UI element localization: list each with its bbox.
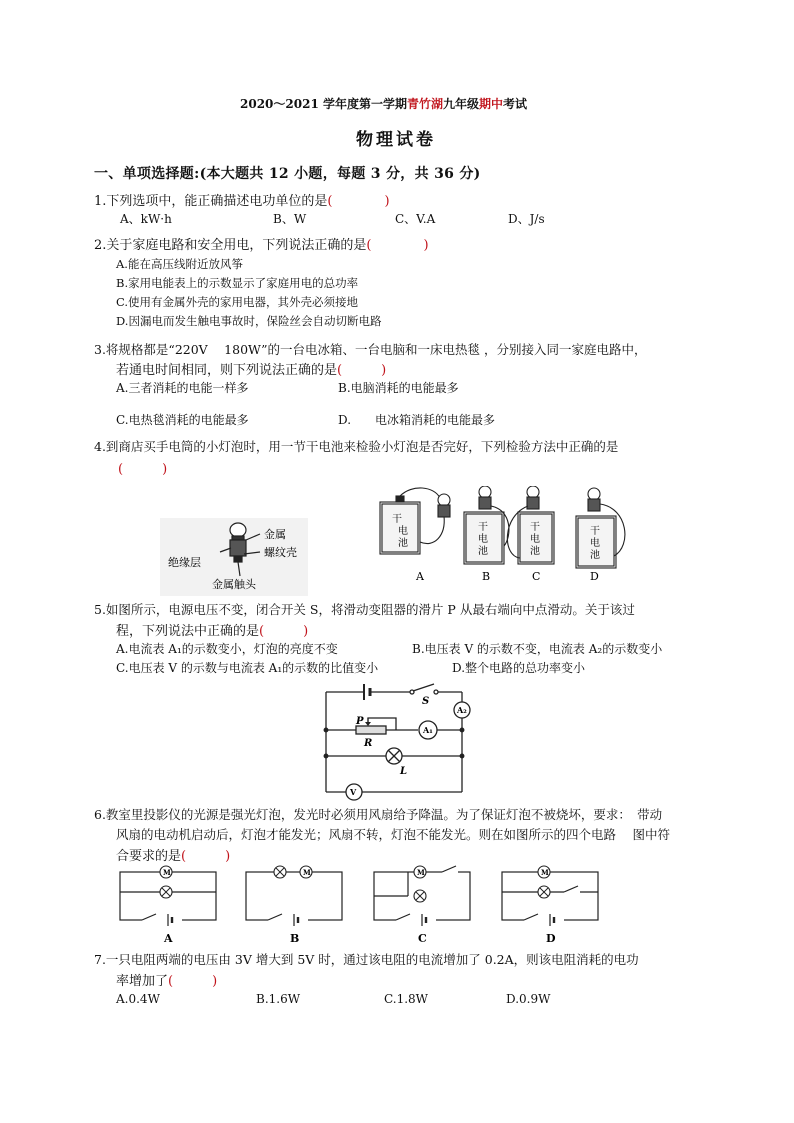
- answer-blank: ( ): [181, 849, 231, 864]
- q6-label-a: A: [164, 932, 173, 945]
- q5-option-b: B.电压表 V 的示数不变，电流表 A₂的示数变小: [412, 642, 663, 656]
- label-metal-contact: 金属触头: [212, 578, 256, 591]
- motor-label-b: M: [303, 868, 311, 877]
- q6-label-b: B: [290, 932, 300, 945]
- q5-option-c: C.电压表 V 的示数与电流表 A₁的示数的比值变小: [116, 661, 379, 675]
- q1-option-c: C、V.A: [395, 212, 436, 226]
- q7-option-b: B.1.6W: [256, 992, 301, 1006]
- answer-blank: ( ): [337, 363, 387, 378]
- label-insulator: 绝缘层: [168, 556, 201, 569]
- q1-option-d: D、J/s: [508, 212, 545, 226]
- question-5-line2: [116, 620, 308, 639]
- motor-label-a: M: [163, 868, 171, 877]
- q2-option-d: D.因漏电而发生触电事故时，保险丝会自动切断电路: [116, 314, 382, 328]
- q2-option-a: A.能在高压线附近放风筝: [116, 257, 243, 271]
- answer-blank: ( ): [327, 194, 390, 209]
- question-3-line2: [116, 359, 386, 378]
- label-slider-p: P: [356, 716, 364, 727]
- question-5-stem: 程，下列说法中正确的是: [116, 624, 260, 639]
- battery-label-d-3: 池: [590, 550, 600, 561]
- label-resistor-r: R: [364, 738, 373, 749]
- figure-label-b: B: [482, 570, 491, 583]
- motor-label-c: M: [417, 868, 425, 877]
- q5-option-a: A.电流表 A₁的示数变小，灯泡的亮度不变: [116, 642, 338, 656]
- question-6-line1: 6.教室里投影仪的光源是强光灯泡，发光时必须用风扇给予降温。为了保证灯泡不被烧坏，要求： 带动: [94, 807, 663, 822]
- exam-header: [240, 95, 527, 112]
- label-thread-shell: 螺纹壳: [264, 546, 297, 559]
- answer-blank: ( ): [366, 238, 429, 253]
- q2-option-c: C.使用有金属外壳的家用电器，其外壳必须接地: [116, 295, 359, 309]
- q7-option-d: D.0.9W: [506, 992, 551, 1006]
- motor-label-d: M: [541, 868, 549, 877]
- header-exam: 考试: [503, 97, 528, 111]
- battery-label-a-3: 池: [398, 538, 408, 549]
- answer-blank: ( ): [118, 462, 168, 477]
- answer-blank: ( ): [259, 624, 309, 639]
- question-1: [94, 190, 390, 209]
- battery-test-figure: [372, 486, 634, 592]
- battery-label-a-2: 电: [398, 526, 408, 537]
- battery-label-c-2: 电: [530, 534, 540, 545]
- question-3-line1: 3.将规格都是“220V 180W”的一台电冰箱、一台电脑和一床电热毯 ，分别接入同一家庭电路中，: [94, 342, 647, 357]
- header-year: 2020～2021 学年度第一学期: [240, 97, 407, 111]
- battery-label-d-2: 电: [590, 538, 600, 549]
- q1-option-a: A、kW·h: [120, 212, 172, 226]
- q2-option-b: B.家用电能表上的示数显示了家庭用电的总功率: [116, 276, 359, 290]
- label-voltmeter-v: V: [350, 787, 357, 797]
- label-switch-s: S: [422, 696, 430, 707]
- bulb-structure-figure: [160, 518, 308, 596]
- question-7-line1: 7.一只电阻两端的电压由 3V 增大到 5V 时，通过该电阻的电流增加了 0.2A，则该电阻消耗的电功: [94, 952, 639, 967]
- page-title: 物理试卷: [356, 130, 436, 150]
- q3-option-c: C.电热毯消耗的电能最多: [116, 413, 249, 427]
- question-1-stem: 1.下列选项中，能正确描述电功单位的是: [94, 194, 328, 209]
- label-metal: 金属: [264, 528, 286, 541]
- header-school: 青竹湖: [406, 97, 443, 111]
- figure-label-a: A: [416, 570, 424, 583]
- label-lamp-l: L: [400, 766, 408, 777]
- question-5-line1: 5.如图所示，电源电压不变，闭合开关 S，将滑动变阻器的滑片 P 从最右端向中点滑动。关于该过: [94, 602, 635, 617]
- q3-option-d: D. 电冰箱消耗的电能最多: [338, 413, 496, 427]
- battery-label-b-2: 电: [478, 534, 488, 545]
- question-7-line2: [116, 970, 217, 989]
- battery-label-c-1: 干: [530, 522, 540, 533]
- section-heading: 一、单项选择题:(本大题共 12 小题，每题 3 分，共 36 分): [94, 166, 481, 182]
- question-6-stem: 合要求的是: [116, 849, 182, 864]
- q7-option-c: C.1.8W: [384, 992, 428, 1006]
- question-4-stem: 4.到商店买手电筒的小灯泡时，用一节干电池来检验小灯泡是否完好，下列检验方法中正确的是: [94, 439, 619, 454]
- question-6-line2: 风扇的电动机启动后，灯泡才能发光；风扇不转，灯泡不能发光。则在如图所示的四个电路 图中符: [116, 827, 670, 842]
- q1-option-b: B、W: [273, 212, 307, 226]
- question-2: [94, 234, 429, 253]
- q6-circuit-options: [112, 862, 600, 946]
- label-ammeter-a2: A₂: [457, 705, 467, 715]
- question-3-stem: 若通电时间相同，则下列说法正确的是: [116, 363, 338, 378]
- question-7-stem: 率增加了: [116, 974, 169, 989]
- figure-label-c: C: [532, 570, 541, 583]
- question-2-stem: 2.关于家庭电路和安全用电，下列说法正确的是: [94, 238, 367, 253]
- header-grade: 九年级: [443, 97, 480, 111]
- answer-blank: ( ): [168, 974, 218, 989]
- q6-label-d: D: [546, 932, 556, 945]
- q6-label-c: C: [418, 932, 427, 945]
- q5-circuit-diagram: [318, 680, 478, 804]
- battery-label-a-1: 干: [392, 514, 402, 525]
- q3-option-b: B.电脑消耗的电能最多: [338, 381, 459, 395]
- q3-option-a: A.三者消耗的电能一样多: [116, 381, 249, 395]
- header-term: 期中: [479, 97, 504, 111]
- figure-label-d: D: [590, 570, 599, 583]
- q7-option-a: A.0.4W: [116, 992, 160, 1006]
- battery-label-c-3: 池: [530, 546, 540, 557]
- q5-option-d: D.整个电路的总功率变小: [452, 661, 586, 675]
- battery-label-d-1: 干: [590, 526, 600, 537]
- battery-label-b-3: 池: [478, 546, 488, 557]
- label-ammeter-a1: A₁: [423, 725, 433, 735]
- battery-label-b-1: 干: [478, 522, 488, 533]
